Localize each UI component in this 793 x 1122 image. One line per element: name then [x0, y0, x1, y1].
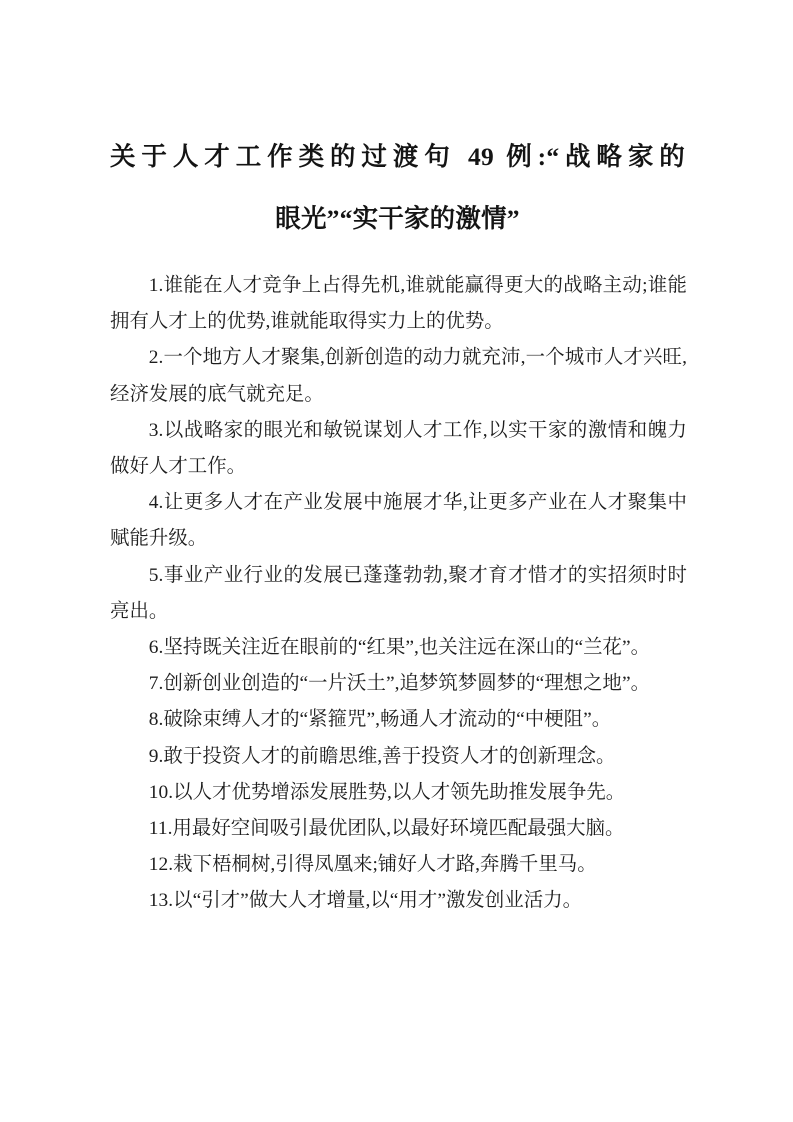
page-title	[110, 126, 685, 250]
document-body	[110, 268, 687, 920]
paragraph-11: 11.用最好空间吸引最优团队,以最好环境匹配最强大脑。	[148, 818, 625, 840]
paragraph-7: 7.创新创业创造的“一片沃土”,追梦筑梦圆梦的“理想之地”。	[148, 673, 651, 695]
paragraph-4: 4.让更多人才在产业发展中施展才华,让更多产业在人才聚集中赋能升级。	[110, 492, 687, 550]
paragraph-10: 10.以人才优势增添发展胜势,以人才领先助推发展争先。	[148, 781, 626, 803]
paragraph-2: 2.一个地方人才聚集,创新创造的动力就充沛,一个城市人才兴旺,经济发展的底气就充足。	[110, 347, 687, 405]
paragraph-13: 13.以“引才”做大人才增量,以“用才”激发创业活力。	[148, 890, 583, 912]
paragraph-5: 5.事业产业行业的发展已蓬蓬勃勃,聚才育才惜才的实招须时时亮出。	[110, 564, 687, 622]
paragraph-1: 1.谁能在人才竞争上占得先机,谁就能赢得更大的战略主动;谁能拥有人才上的优势,谁就能取得实力上的优势。	[110, 275, 687, 333]
paragraph-8: 8.破除束缚人才的“紧箍咒”,畅通人才流动的“中梗阻”。	[148, 709, 612, 731]
page-title-line-2: 眼光”“实干家的激情”	[275, 204, 520, 233]
paragraph-12: 12.栽下梧桐树,引得凤凰来;铺好人才路,奔腾千里马。	[148, 854, 597, 876]
paragraph-3: 3.以战略家的眼光和敏锐谋划人才工作,以实干家的激情和魄力做好人才工作。	[110, 419, 687, 478]
paragraph-6: 6.坚持既关注近在眼前的“红果”,也关注远在深山的“兰花”。	[148, 637, 651, 659]
page-title-line-1: 关于人才工作类的过渡句 49 例:“战略家的	[110, 142, 685, 171]
paragraph-9: 9.敢于投资人才的前瞻思维,善于投资人才的创新理念。	[148, 745, 616, 767]
